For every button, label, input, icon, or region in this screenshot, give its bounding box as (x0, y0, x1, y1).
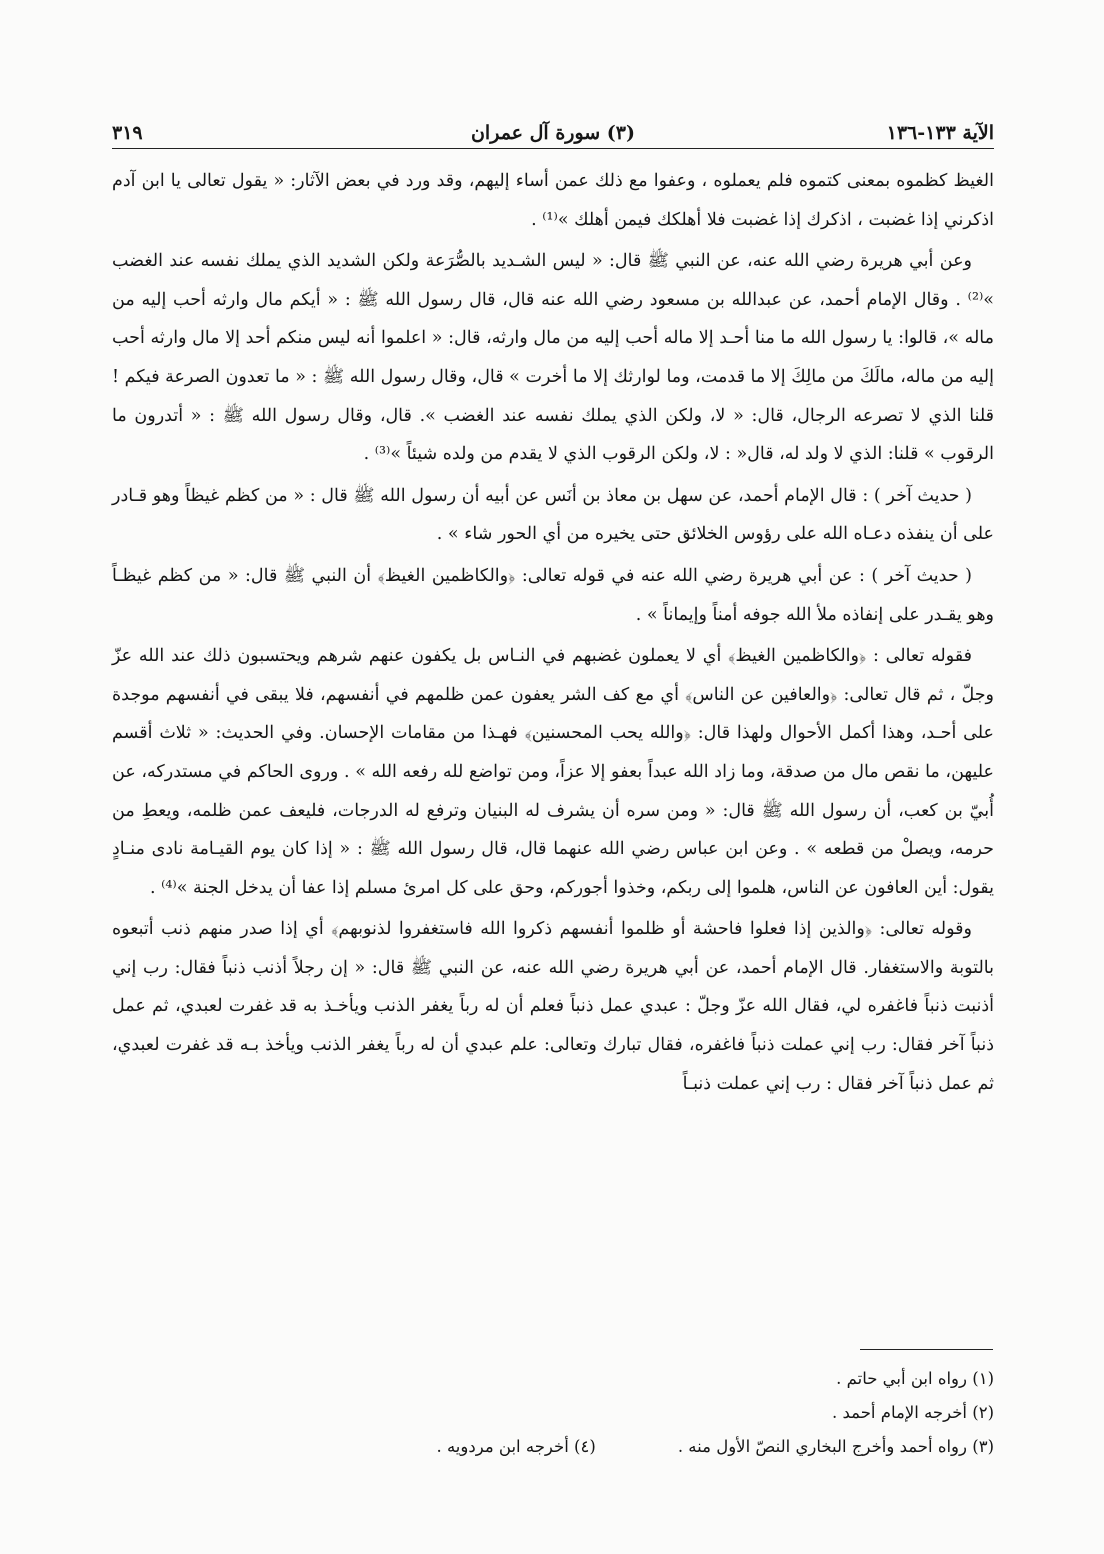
paragraph: ( حديث آخر ) : عن أبي هريرة رضي الله عنه في قوله تعالى: ﴿والكاظمين الغيظ﴾ أن النبي ﷺ قال: « من كظم غيظـاً وهو يقـدر على إنفاذه ملأ الله جوفه أمناً وإيماناً » . (112, 565, 994, 625)
paragraph: وعن أبي هريرة رضي الله عنه، عن النبي ﷺ قال: « ليس الشـديد بالصُّرَعة ولكن الشديد الذي يملك نفسه عند الغضب »⁽²⁾ . وقال الإمام أحمد، عن عبدالله بن مسعود رضي الله عنه قال، قال رسول الله ﷺ : « أيكم مال وارثه أحب إليه من ماله »، قالوا: يا رسول الله ما منا أحـد إلا ماله أحب إليه من مال وارثه، قال: « اعلموا أنه ليس منكم أحد إلا مال وارثه أحب إليه من ماله، مالَكَ من مالِكَ إلا ما قدمت، وما لوارثك إلا ما أخرت » قال، وقال رسول الله ﷺ : « ما تعدون الصرعة فيكم ! قلنا الذي لا تصرعه الرجال، قال: « لا، ولكن الذي يملك نفسه عند الغضب ». قال، وقال رسول الله ﷺ : « أتدرون ما الرقوب » قلنا: الذي لا ولد له، قال« : لا، ولكن الرقوب الذي لا يقدم من ولده شيئاً »⁽³⁾ . (112, 251, 994, 465)
footnotes (112, 1362, 994, 1464)
page-number: ٣١٩ (112, 122, 143, 144)
paragraph: ( حديث آخر ) : قال الإمام أحمد، عن سهل بن معاذ بن أنَس عن أبيه أن رسول الله ﷺ قال : « من كظم غيظاً وهو قـادر على أن ينفذه دعـاه الله على رؤوس الخلائق حتى يخيره من أي الحور شاء » . (112, 485, 994, 545)
footnote-row (112, 1430, 994, 1464)
footnote: (٤) أخرجه ابن مردويه . (436, 1437, 596, 1456)
verse-range: الآية ١٣٣-١٣٦ (886, 122, 994, 144)
main-text (112, 162, 994, 1106)
paragraph: وقوله تعالى: ﴿والذين إذا فعلوا فاحشة أو ظلموا أنفسهم ذكروا الله فاستغفروا لذنوبهم﴾ أي إذا صدر منهم ذنب أتبعوه بالتوبة والاستغفار. قال الإمام أحمد، عن أبي هريرة رضي الله عنه، عن النبي ﷺ قال: « إن رجلاً أذنب ذنباً فقال: رب إني أذنبت ذنباً فاغفره لي، فقال الله عزّ وجلّ : عبدي عمل ذنباً فعلم أن له رباً يغفر الذنب ويأخـذ به قد غفرت لعبدي، ثم عمل ذنباً آخر فقال: رب إني عملت ذنباً فاغفره، فقال تبارك وتعالى: علم عبدي أن له رباً يغفر الذنب ويأخذ بـه قد غفرت لعبدي، ثم عمل ذنباً آخر فقال : رب إني عملت ذنبـاً (112, 919, 994, 1094)
running-header (112, 118, 994, 149)
surah-title: (٣) سورة آل عمران (470, 122, 636, 144)
paragraph: الغيظ كظموه بمعنى كتموه فلم يعملوه ، وعفوا مع ذلك عمن أساء إليهم، وقد ورد في بعض الآثار: « يقول تعالى يا ابن آدم اذكرني إذا غضبت ، اذكرك إذا غضبت فلا أهلكك فيمن أهلك »⁽¹⁾ . (112, 171, 994, 230)
footnote: (٣) رواه أحمد وأخرج البخاري النصّ الأول منه . (677, 1437, 994, 1456)
footnote: (٢) أخرجه الإمام أحمد . (832, 1403, 994, 1422)
paragraph: فقوله تعالى : ﴿والكاظمين الغيظ﴾ أي لا يعملون غضبهم في النـاس بل يكفون عنهم شرهم ويحتسبون ذلك عند الله عزّ وجلّ ، ثم قال تعالى: ﴿والعافين عن الناس﴾ أي مع كف الشر يعفون عمن ظلمهم في أنفسهم، فلا يبقى في أنفسهم موجدة على أحـد، وهذا أكمل الأحوال ولهذا قال: ﴿والله يحب المحسنين﴾ فهـذا من مقامات الإحسان. وفي الحديث: « ثلاث أقسم عليهن، ما نقص مال من صدقة، وما زاد الله عبداً بعفو إلا عزاً، ومن تواضع لله رفعه الله » . وروى الحاكم في مستدركه، عن أُبيّ بن كعب، أن رسول الله ﷺ قال: « ومن سره أن يشرف له البنيان وترفع له الدرجات، فليعف عمن ظلمه، ويعطِ من حرمه، ويصلْ من قطعه » . وعن ابن عباس رضي الله عنهما قال، قال رسول الله ﷺ : « إذا كان يوم القيـامة نادى منـادٍ يقول: أين العافون عن الناس، هلموا إلى ربكم، وخذوا أجوركم، وحق على كل امرئ مسلم إذا عفا أن يدخل الجنة »⁽⁴⁾ . (112, 646, 994, 898)
footnote: (١) رواه ابن أبي حاتم . (836, 1369, 994, 1388)
footnote-divider (860, 1349, 993, 1350)
